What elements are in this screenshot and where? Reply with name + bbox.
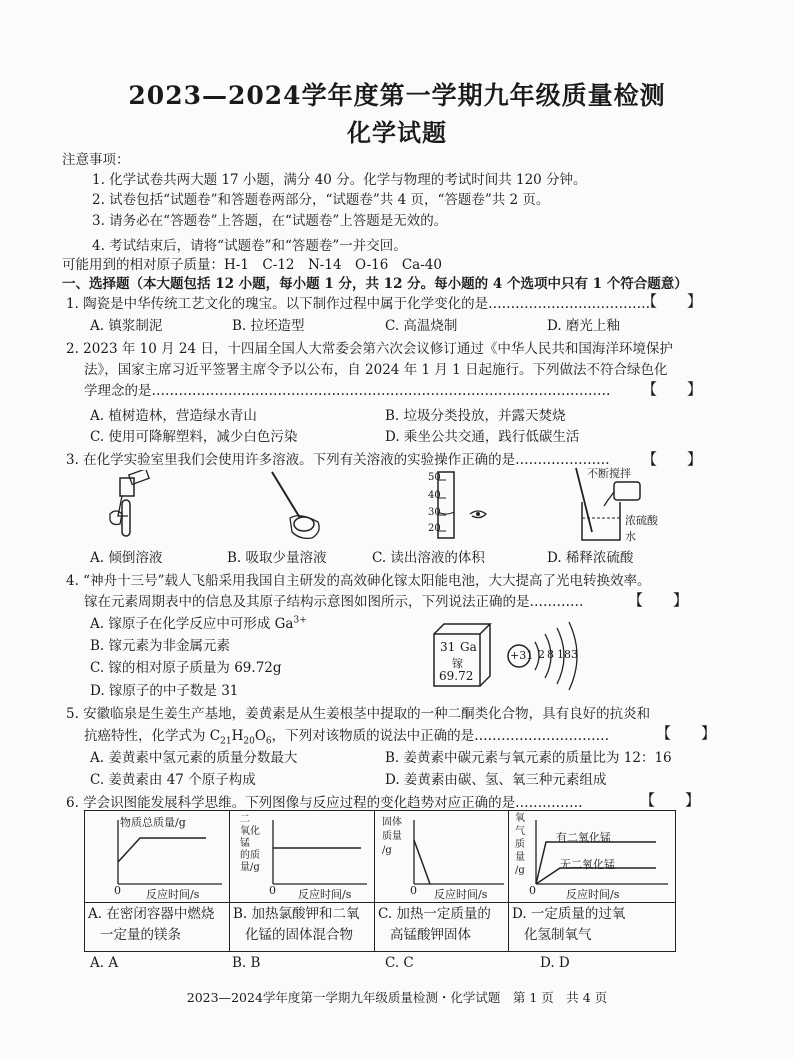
q1-answer-bracket: 【 】 bbox=[642, 292, 703, 310]
cylinder-tick-30: 30 bbox=[428, 507, 441, 518]
q2-answer-bracket: 【 】 bbox=[642, 380, 703, 398]
caption-b: B. 加热氯酸钾和二氧 化锰的固体混合物 bbox=[233, 906, 360, 943]
q3-option-c: C. 读出溶液的体积 bbox=[372, 550, 485, 566]
section-heading: 一、选择题（本大题包括 12 小题，每小题 1 分，共 12 分。每小题的 4 个选项中只有 1 个符合题意） bbox=[62, 276, 688, 292]
shell-1: 2 bbox=[538, 648, 545, 661]
graph-d-origin: 0 bbox=[529, 884, 536, 897]
q1-option-b: B. 拉坯造型 bbox=[232, 318, 305, 334]
table-col-divider-2 bbox=[374, 810, 375, 951]
table-divider bbox=[84, 902, 676, 903]
page-title: 2023—2024学年度第一学期九年级质量检测 bbox=[128, 81, 666, 110]
q3-stem: 3. 在化学实验室里我们会使用许多溶液。下列有关溶液的实验操作正确的是………………… bbox=[66, 452, 610, 468]
q6-option-d: D. D bbox=[540, 955, 570, 971]
q6-option-a: A. A bbox=[90, 955, 119, 971]
page-subtitle: 化学试题 bbox=[347, 118, 447, 147]
shell-2: 8 bbox=[547, 648, 554, 661]
q4-answer-bracket: 【 】 bbox=[628, 591, 689, 609]
cylinder-tick-20: 20 bbox=[428, 523, 441, 534]
q1-option-c: C. 高温烧制 bbox=[385, 318, 458, 334]
note-item-2: 2. 试卷包括“试题卷”和答题卷两部分，“试题卷”共 4 页，“答题卷”共 2 页。 bbox=[92, 192, 550, 208]
q2-option-a: A. 植树造林，营造绿水青山 bbox=[90, 408, 257, 424]
q4-line-1: 4. “神舟十三号”载人飞船采用我国自主研发的高效砷化镓太阳能电池，大大提高了光电转换效率。 bbox=[66, 573, 651, 589]
q6-option-c: C. C bbox=[385, 955, 414, 971]
q2-option-b: B. 垃圾分类投放，并露天焚烧 bbox=[385, 408, 566, 424]
graph-d-xlabel: 反应时间/s bbox=[566, 888, 620, 901]
q2-line-2: 法》，国家主席习近平签署主席令予以公布，自 2024 年 1 月 1 日起施行。下列做法不符合绿色化 bbox=[84, 362, 668, 378]
graph-c-xlabel: 反应时间/s bbox=[434, 888, 488, 901]
q2-option-d: D. 乘坐公共交通，践行低碳生活 bbox=[385, 429, 580, 445]
q6-option-b: B. B bbox=[232, 955, 261, 971]
graph-b-origin: 0 bbox=[269, 884, 276, 897]
q5-option-a: A. 姜黄素中氢元素的质量分数最大 bbox=[90, 750, 298, 766]
q2-line-3: 学理念的是………………………………………………………………………………………… bbox=[84, 383, 611, 399]
q4-line-2: 镓在元素周期表中的信息及其原子结构示意图如图所示，下列说法正确的是………… bbox=[84, 594, 584, 610]
element-number: 31 bbox=[440, 640, 456, 654]
q5-line-1: 5. 安徽临泉是生姜生产基地，姜黄素是从生姜根茎中提取的一种二酮类化合物，具有良好的抗炎和 bbox=[66, 706, 651, 722]
graph-a-ylabel: 物质总质量/g bbox=[120, 816, 186, 829]
q5-option-d: D. 姜黄素由碳、氢、氧三种元素组成 bbox=[385, 772, 607, 788]
pouring-solution-illustration bbox=[100, 470, 160, 542]
graph-d-line-1-label: 有二氧化锰 bbox=[556, 831, 611, 844]
q1-option-a: A. 镇浆制泥 bbox=[90, 318, 163, 334]
q3-option-b: B. 吸取少量溶液 bbox=[227, 550, 327, 566]
cylinder-tick-40: 40 bbox=[428, 490, 441, 501]
atomic-masses: 可能用到的相对原子质量：H-1 C-12 N-14 O-16 Ca-40 bbox=[62, 257, 442, 273]
note-item-4: 4. 考试结束后，请将“试题卷”和“答题卷”一并交回。 bbox=[92, 238, 407, 254]
graph-b-ylabel: 二 氧化 锰 的质 量/g bbox=[240, 814, 260, 873]
table-col-divider-1 bbox=[229, 810, 230, 951]
q5-answer-bracket: 【 】 bbox=[656, 724, 717, 742]
shell-3: 18 bbox=[557, 648, 571, 661]
stir-label: 不断搅拌 bbox=[587, 467, 631, 480]
q3-option-d: D. 稀释浓硫酸 bbox=[547, 550, 634, 566]
caption-d: D. 一定质量的过氧 化氢制氧气 bbox=[512, 906, 626, 943]
q2-option-c: C. 使用可降解塑料，减少白色污染 bbox=[90, 429, 298, 445]
q6-answer-bracket: 【 】 bbox=[640, 791, 701, 809]
caption-c: C. 加热一定质量的 高锰酸钾固体 bbox=[378, 906, 491, 943]
q5-option-c: C. 姜黄素由 47 个原子构成 bbox=[90, 772, 256, 788]
note-item-1: 1. 化学试卷共两大题 17 小题，满分 40 分。化学与物理的考试时间共 120 分钟。 bbox=[92, 172, 587, 188]
q4-option-b: B. 镓元素为非金属元素 bbox=[90, 638, 231, 654]
page-footer: 2023—2024学年度第一学期九年级质量检测・化学试题 第 1 页 共 4 页 bbox=[186, 990, 608, 1005]
table-col-divider-3 bbox=[508, 810, 509, 951]
shell-4: 3 bbox=[571, 648, 578, 661]
q3-option-a: A. 倾倒溶液 bbox=[90, 550, 163, 566]
element-name: 镓 bbox=[452, 657, 463, 670]
graph-d-ylabel: 氧 气 质 量 /g bbox=[515, 813, 525, 876]
graph-a-origin: 0 bbox=[114, 884, 121, 897]
graph-a-xlabel: 反应时间/s bbox=[146, 888, 200, 901]
element-mass: 69.72 bbox=[439, 669, 474, 683]
q4-option-c: C. 镓的相对原子质量为 69.72g bbox=[90, 660, 282, 676]
water-label: 水 bbox=[625, 530, 636, 543]
acid-label: 浓硫酸 bbox=[625, 514, 658, 527]
note-item-3: 3. 请务必在“答题卷”上答题，在“试题卷”上答题是无效的。 bbox=[92, 213, 448, 229]
notes-heading: 注意事项： bbox=[62, 152, 130, 168]
cylinder-tick-50: 50 bbox=[428, 472, 441, 483]
q1-stem: 1. 陶瓷是中华传统工艺文化的瑰宝。以下制作过程中属于化学变化的是……………………………… bbox=[66, 296, 651, 312]
q5-option-b: B. 姜黄素中碳元素与氧元素的质量比为 12：16 bbox=[385, 750, 672, 766]
nucleus-charge: +31 bbox=[510, 649, 534, 662]
graph-c-origin: 0 bbox=[410, 884, 417, 897]
dropper-illustration bbox=[260, 468, 330, 544]
graph-b-xlabel: 反应时间/s bbox=[298, 888, 352, 901]
q4-option-a: A. 镓原子在化学反应中可形成 $Ga^{3+}$ bbox=[90, 615, 307, 632]
q2-line-1: 2. 2023 年 10 月 24 日，十四届全国人大常委会第六次会议修订通过《中华人民共和国海洋环境保护 bbox=[66, 341, 673, 357]
graph-d-line-2-label: 无二氧化锰 bbox=[560, 858, 615, 871]
element-symbol: Ga bbox=[460, 640, 477, 654]
q1-option-d: D. 磨光上釉 bbox=[547, 318, 620, 334]
q4-option-d: D. 镓原子的中子数是 31 bbox=[90, 683, 239, 699]
caption-a: A. 在密闭容器中燃烧 一定量的镁条 bbox=[88, 906, 215, 943]
q6-stem: 6. 学会识图能发展科学思维。下列图像与反应过程的变化趋势对应正确的是…………… bbox=[66, 795, 583, 811]
q5-line-2: 抗癌特性，化学式为 $C_{21}H_{20}O_6$，下列对该物质的说法中正确的是………………………… bbox=[84, 728, 610, 747]
q3-answer-bracket: 【 】 bbox=[642, 450, 703, 468]
graph-c-ylabel: 固体 质量 /g bbox=[382, 817, 402, 856]
